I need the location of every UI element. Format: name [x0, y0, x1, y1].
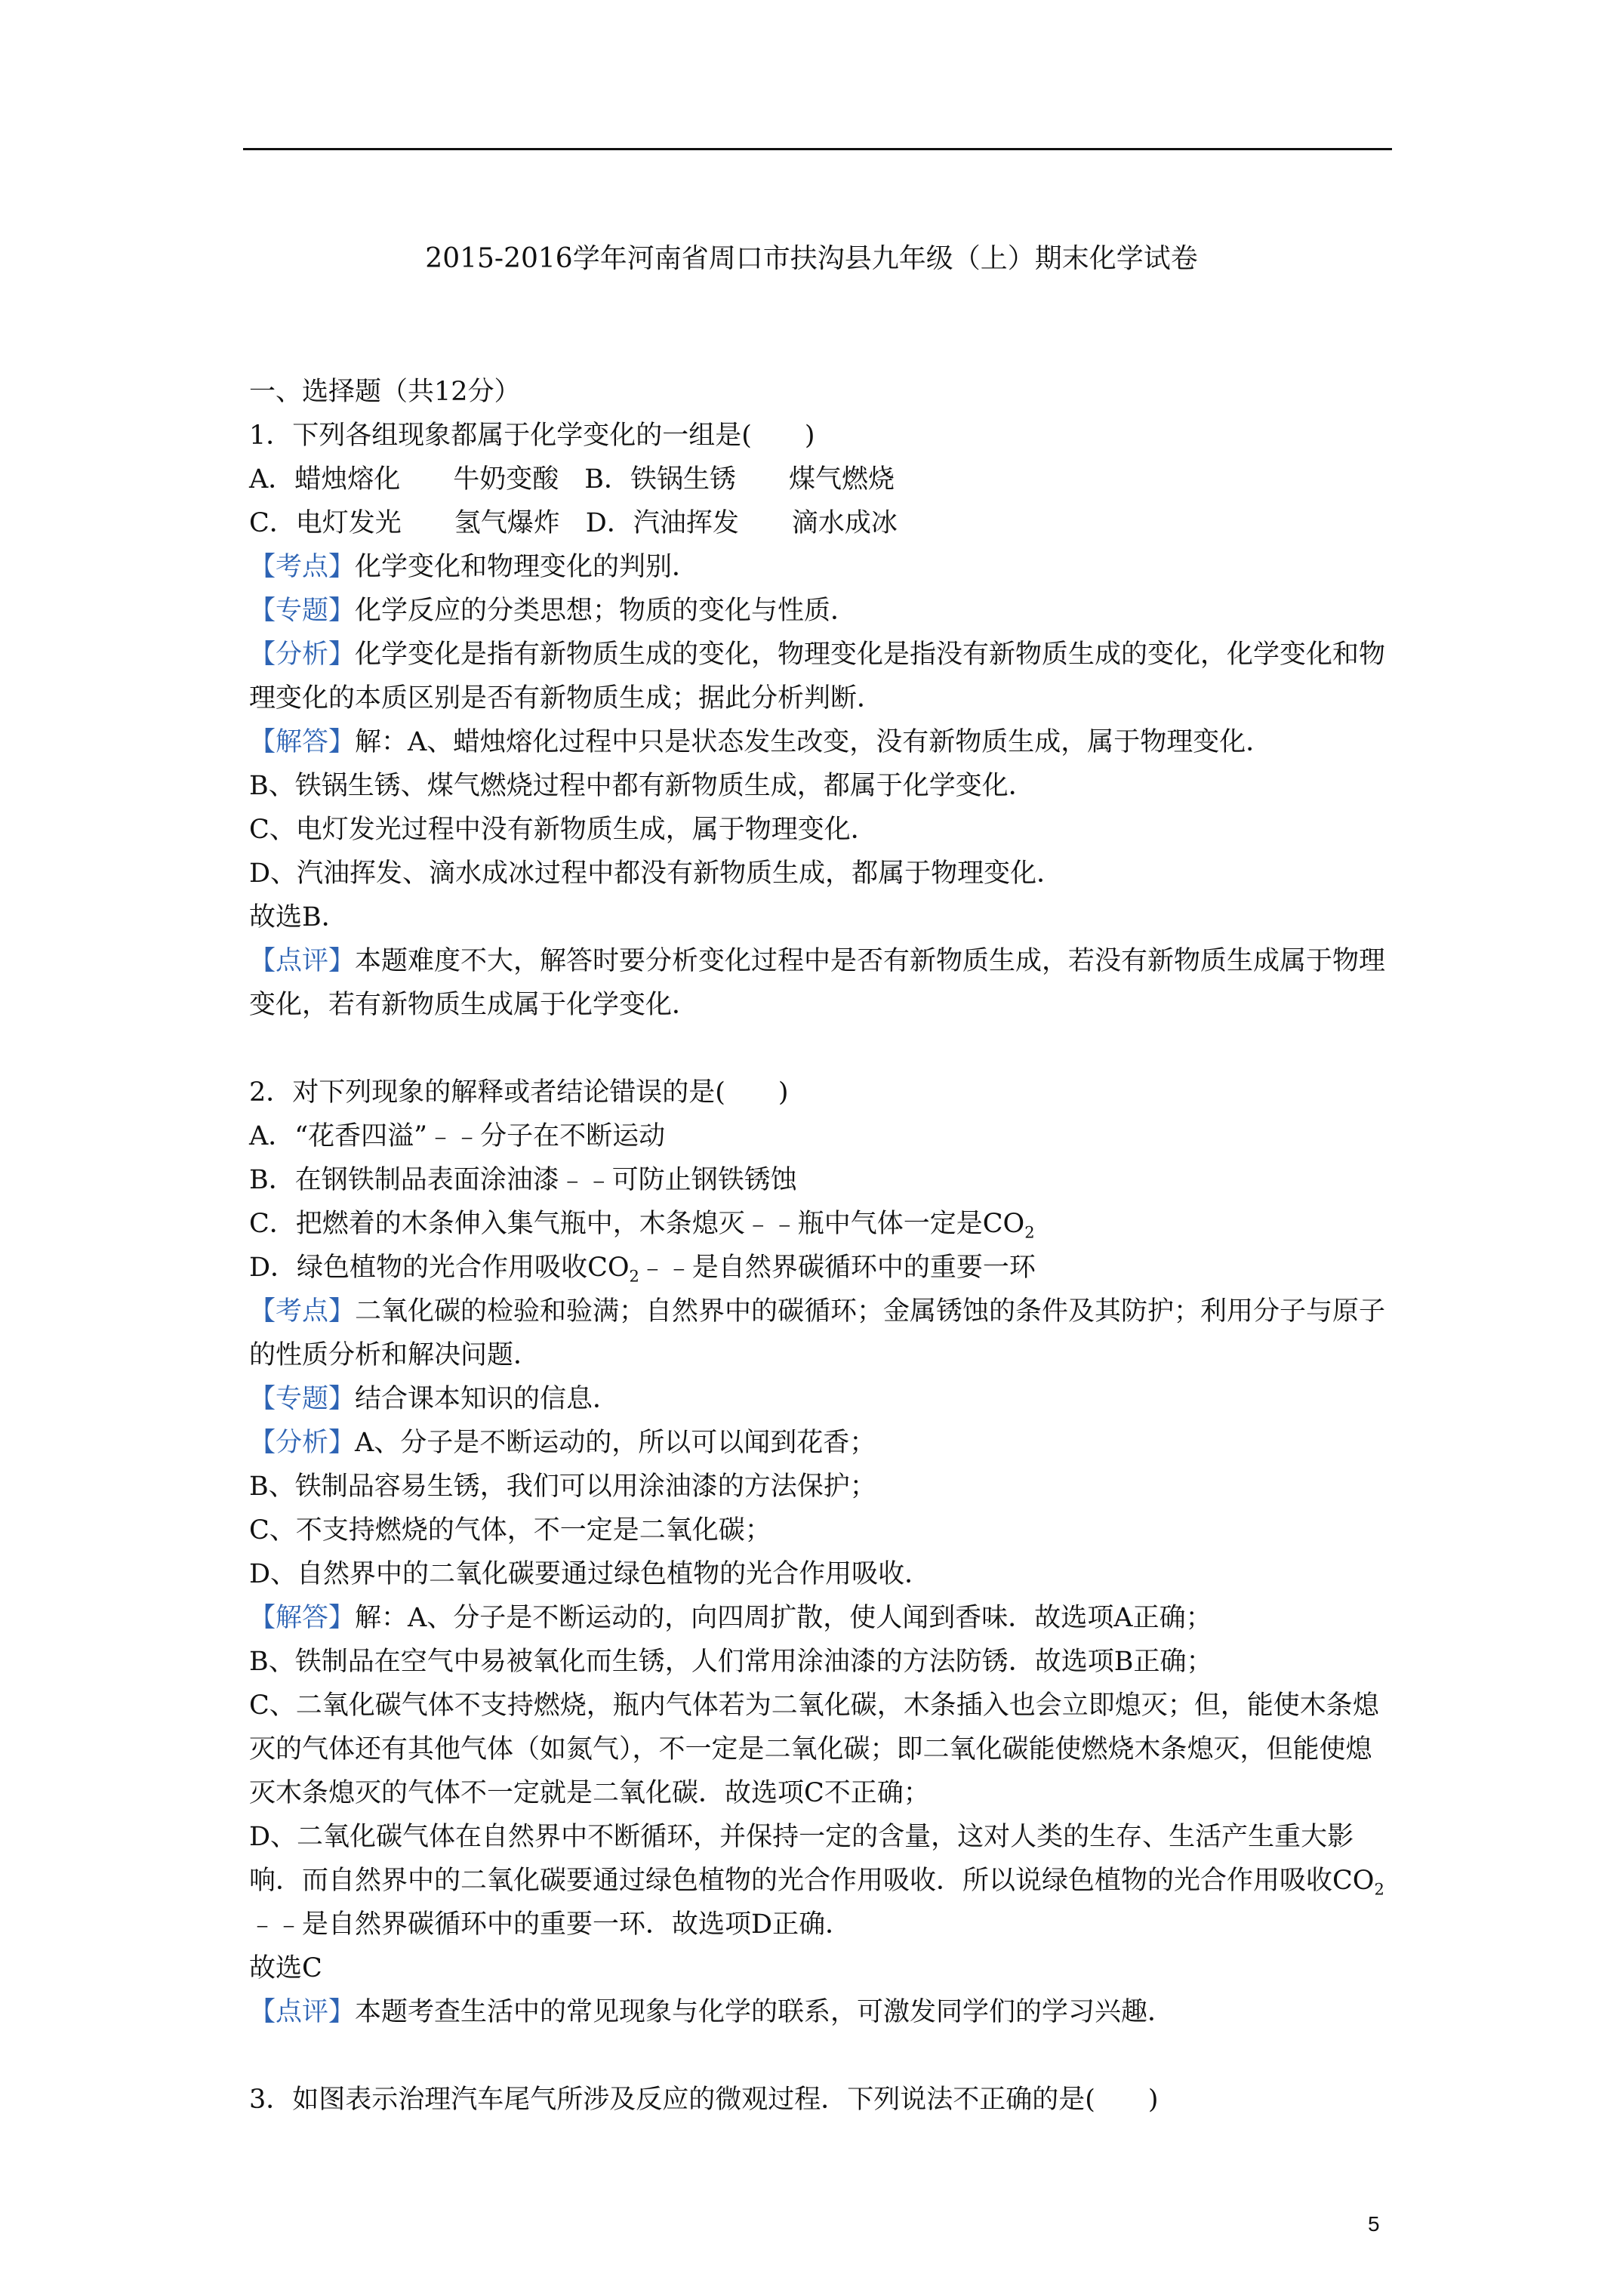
section-heading: 一、选择题（共12分）: [249, 377, 521, 407]
q1-jieda-line: C、电灯发光过程中没有新物质生成，属于物理变化．: [249, 815, 877, 845]
q2-jieda: [249, 1596, 1397, 1640]
q1-dianping-text: 本题难度不大，解答时要分析变化过程中是否有新物质生成，若没有新物质生成属于物理变化，若有新物质生成属于化学变化．: [249, 946, 1386, 1020]
q2-jieda-b: B、铁制品在空气中易被氧化而生锈，人们常用涂油漆的方法防锈．故选项B正确；: [249, 1647, 1213, 1677]
q2-jieda-text: 解：A、分子是不断运动的，向四周扩散，使人闻到香味．故选项A正确；: [355, 1603, 1212, 1633]
q2-jieda-c: C、二氧化碳气体不支持燃烧，瓶内气体若为二氧化碳，木条插入也会立即熄灭；但，能使木条熄灭的气体还有其他气体（如氮气），不一定是二氧化碳；即二氧化碳能使燃烧木条熄灭，但能使熄灭木条熄灭的气体不一定就是二氧化碳．故选项C不正确；: [249, 1690, 1379, 1808]
q1-options-ab: [249, 458, 1397, 501]
q1-jieda-line: D、汽油挥发、滴水成冰过程中都没有新物质生成，都属于物理变化．: [249, 858, 1064, 889]
q1-zhuanti-text: 化学反应的分类思想；物质的变化与性质．: [355, 596, 858, 626]
q2-stem: 2．对下列现象的解释或者结论错误的是( ): [249, 1077, 789, 1108]
subscript: 2: [1374, 1880, 1384, 1899]
q1-option-b: B．铁锅生锈 煤气燃烧: [584, 464, 895, 495]
q2-answer: 故选C: [249, 1953, 322, 1983]
subscript: 2: [629, 1267, 639, 1286]
q1-jieda-text: 解：A、蜡烛熔化过程中只是状态发生改变，没有新物质生成，属于物理变化．: [355, 727, 1273, 757]
kaodian-tag: 【考点】: [249, 1296, 356, 1327]
dianping-tag: 【点评】: [249, 1997, 356, 2027]
q1-option-c: C．电灯发光 氢气爆炸: [249, 508, 560, 538]
q1-answer: 故选B．: [249, 902, 348, 932]
q1-kaodian: [249, 545, 1397, 589]
page-title: 2015-2016学年河南省周口市扶沟县九年级（上）期末化学试卷: [425, 243, 1198, 274]
q1-options-cd: [249, 501, 1397, 545]
subscript: 2: [1024, 1223, 1035, 1242]
q1-jieda: [249, 720, 1397, 764]
q1-option-d: D．汽油挥发 滴水成冰: [585, 508, 898, 538]
q2-dianping-text: 本题考查生活中的常见现象与化学的联系，可激发同学们的学习兴趣．: [355, 1997, 1175, 2027]
jieda-tag: 【解答】: [249, 727, 356, 757]
q2-kaodian: [249, 1290, 1397, 1377]
q1-zhuanti: [249, 589, 1397, 633]
zhuanti-tag: 【专题】: [249, 596, 356, 626]
q2-fenxi-line: D、自然界中的二氧化碳要通过绿色植物的光合作用吸收．: [249, 1559, 932, 1589]
q2-fenxi: [249, 1421, 1397, 1465]
q1-jieda-line: B、铁锅生锈、煤气燃烧过程中都有新物质生成，都属于化学变化．: [249, 771, 1035, 801]
q2-fenxi-line: B、铁制品容易生锈，我们可以用涂油漆的方法保护；: [249, 1472, 876, 1502]
q1-option-a: A．蜡烛熔化 牛奶变酸: [249, 464, 559, 495]
q1-fenxi: [249, 633, 1397, 720]
q2-fenxi-line: C、不支持燃烧的气体，不一定是二氧化碳；: [249, 1515, 771, 1546]
q2-zhuanti-text: 结合课本知识的信息．: [355, 1384, 620, 1414]
dianping-tag: 【点评】: [249, 946, 356, 976]
q2-option-d: D．绿色植物的光合作用吸收$CO_2﹣﹣$是自然界碳循环中的重要一环: [249, 1253, 1036, 1286]
jieda-tag: 【解答】: [249, 1603, 356, 1633]
q1-stem: 1．下列各组现象都属于化学变化的一组是( ): [249, 421, 815, 451]
header-rule: [243, 148, 1392, 150]
q2-option-c: C．把燃着的木条伸入集气瓶中，木条熄灭﹣﹣瓶中气体一定是$CO_2$: [249, 1209, 1035, 1242]
q2-dianping: [249, 1990, 1397, 2034]
document-body: [249, 370, 1397, 2122]
page-number: 5: [1368, 2212, 1380, 2236]
q2-zhuanti: [249, 1377, 1397, 1421]
q2-option-b: B．在钢铁制品表面涂油漆﹣﹣可防止钢铁锈蚀: [249, 1165, 797, 1195]
zhuanti-tag: 【专题】: [249, 1384, 356, 1414]
q1-fenxi-text: 化学变化是指有新物质生成的变化，物理变化是指没有新物质生成的变化，化学变化和物理变化的本质区别是否有新物质生成；据此分析判断．: [249, 639, 1386, 713]
q2-option-a: A．“花香四溢”﹣﹣分子在不断运动: [249, 1121, 666, 1151]
kaodian-tag: 【考点】: [249, 552, 356, 582]
q2-fenxi-text: A、分子是不断运动的，所以可以闻到花香；: [355, 1428, 876, 1458]
fenxi-tag: 【分析】: [249, 1428, 356, 1458]
q1-dianping: [249, 939, 1397, 1027]
q1-kaodian-text: 化学变化和物理变化的判别．: [355, 552, 699, 582]
q2-kaodian-text: 二氧化碳的检验和验满；自然界中的碳循环；金属锈蚀的条件及其防护；利用分子与原子的性质分析和解决问题．: [249, 1296, 1386, 1370]
q3-stem: 3．如图表示治理汽车尾气所涉及反应的微观过程．下列说法不正确的是( ): [249, 2085, 1159, 2115]
fenxi-tag: 【分析】: [249, 639, 356, 670]
q2-jieda-d: D、二氧化碳气体在自然界中不断循环，并保持一定的含量，这对人类的生存、生活产生重大影响．而自然界中的二氧化碳要通过绿色植物的光合作用吸收．所以说绿色植物的光合作用吸收$CO_2﹣﹣$是自然界碳循环中的重要一环．故选项D正确．: [249, 1822, 1384, 1940]
